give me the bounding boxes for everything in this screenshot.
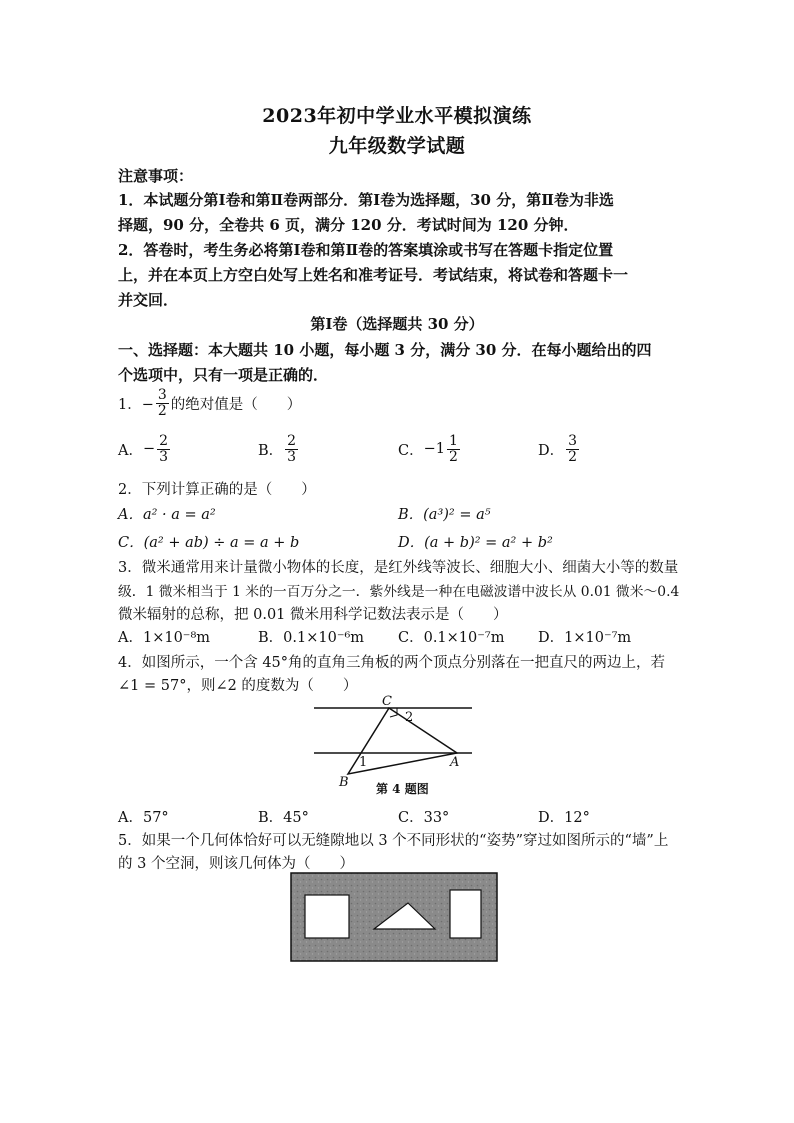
question-1-stem (118, 388, 301, 418)
frac-den: 2 (568, 448, 578, 465)
q1-option-b (258, 434, 300, 464)
section-title: 第Ⅰ卷（选择题共 30 分） (310, 315, 484, 333)
question-5-line: 的 3 个空洞，则该几何体为（ ） (118, 856, 354, 872)
option-fraction (285, 434, 298, 464)
frac-num: 1 (448, 433, 458, 449)
q3-option-c: C．0.1×10⁻⁷m (398, 630, 505, 646)
q4-option-c: C．33° (398, 810, 450, 826)
option-label: D． (538, 442, 565, 459)
frac-den: 3 (159, 448, 169, 465)
figure-caption: 第 4 题图 (376, 782, 429, 796)
notes-line: 1．本试题分第Ⅰ卷和第Ⅱ卷两部分．第Ⅰ卷为选择题，30 分，第Ⅱ卷为非选 (118, 191, 614, 209)
frac-num: 2 (287, 433, 297, 449)
question-3-line: 3．微米通常用来计量微小物体的长度，是红外线等波长、细胞大小、细菌大小等的数量 (118, 560, 679, 576)
notes-heading: 注意事项： (118, 167, 194, 185)
question-3-line: 微米辐射的总称，把 0.01 微米用科学记数法表示是（ ） (118, 607, 508, 623)
option-sign: − (142, 441, 156, 458)
option-fraction (157, 434, 170, 464)
q3-option-d: D．1×10⁻⁷m (538, 630, 632, 646)
q4-option-d: D．12° (538, 810, 590, 826)
section-intro: 个选项中，只有一项是正确的． (118, 366, 329, 384)
exam-title: 2023年初中学业水平模拟演练 (262, 105, 532, 127)
label-b: B (339, 775, 349, 790)
question-5-line: 5．如果一个几何体恰好可以无缝隙地以 3 个不同形状的“姿势”穿过如图所示的“墙”上 (118, 833, 669, 849)
q1-frac-num: 3 (157, 387, 167, 403)
option-label: B． (258, 442, 284, 459)
label-c: C (382, 694, 392, 709)
question-4-line: ∠1 = 57°，则∠2 的度数为（ ） (118, 678, 358, 694)
notes-line: 2．答卷时，考生务必将第Ⅰ卷和第Ⅱ卷的答案填涂或书写在答题卡指定位置 (118, 241, 614, 259)
question-3-line: 级．1 微米相当于 1 米的一百万分之一．紫外线是一种在电磁波谱中波长从 0.01 微米～0.4 (118, 584, 680, 600)
option-whole: −1 (423, 441, 445, 458)
frac-den: 2 (448, 448, 458, 465)
label-angle-2: 2 (405, 710, 414, 725)
q3-option-a: A．1×10⁻⁸m (118, 630, 211, 646)
q1-frac-den: 2 (157, 402, 167, 419)
q2-option-c: C．(a² + ab) ÷ a = a + b (118, 535, 300, 551)
q3-option-b: B．0.1×10⁻⁶m (258, 630, 365, 646)
frac-den: 3 (287, 448, 297, 465)
q4-option-b: B．45° (258, 810, 309, 826)
q2-option-b: B．(a³)² = a⁵ (398, 507, 491, 523)
option-label: C． (398, 442, 424, 459)
notes-line: 上，并在本页上方空白处写上姓名和准考证号．考试结束，将试卷和答题卡一 (118, 266, 629, 284)
exam-subtitle: 九年级数学试题 (328, 135, 466, 157)
notes-line: 择题，90 分，全卷共 6 页，满分 120 分．考试时间为 120 分钟． (118, 216, 579, 234)
question-2-stem: 2．下列计算正确的是（ ） (118, 482, 316, 498)
q5-wall-figure (290, 872, 498, 962)
q2-option-d: D．(a + b)² = a² + b² (398, 535, 553, 551)
q1-suffix: 的绝对值是（ ） (170, 396, 302, 413)
question-4-line: 4．如图所示，一个含 45°角的直角三角板的两个顶点分别落在一把直尺的两边上，若 (118, 655, 666, 671)
frac-num: 3 (568, 433, 578, 449)
q1-prefix: 1．− (118, 396, 154, 413)
option-label: A． (118, 442, 143, 459)
square-hole (305, 895, 349, 938)
q1-fraction (156, 388, 169, 418)
q4-option-a: A．57° (118, 810, 169, 826)
q2-option-a: A．a² · a = a² (118, 507, 216, 523)
label-angle-1: 1 (359, 755, 368, 770)
frac-num: 2 (159, 433, 169, 449)
q1-option-c (398, 434, 462, 464)
option-fraction (447, 434, 460, 464)
label-a: A (450, 755, 460, 770)
option-fraction (566, 434, 579, 464)
q4-figure (312, 690, 480, 802)
notes-line: 并交回． (118, 291, 179, 309)
q1-option-a (118, 434, 172, 464)
section-intro: 一、选择题：本大题共 10 小题，每小题 3 分，满分 30 分．在每小题给出的四 (118, 341, 652, 359)
q1-option-d (538, 434, 581, 464)
rectangle-hole (450, 890, 481, 938)
